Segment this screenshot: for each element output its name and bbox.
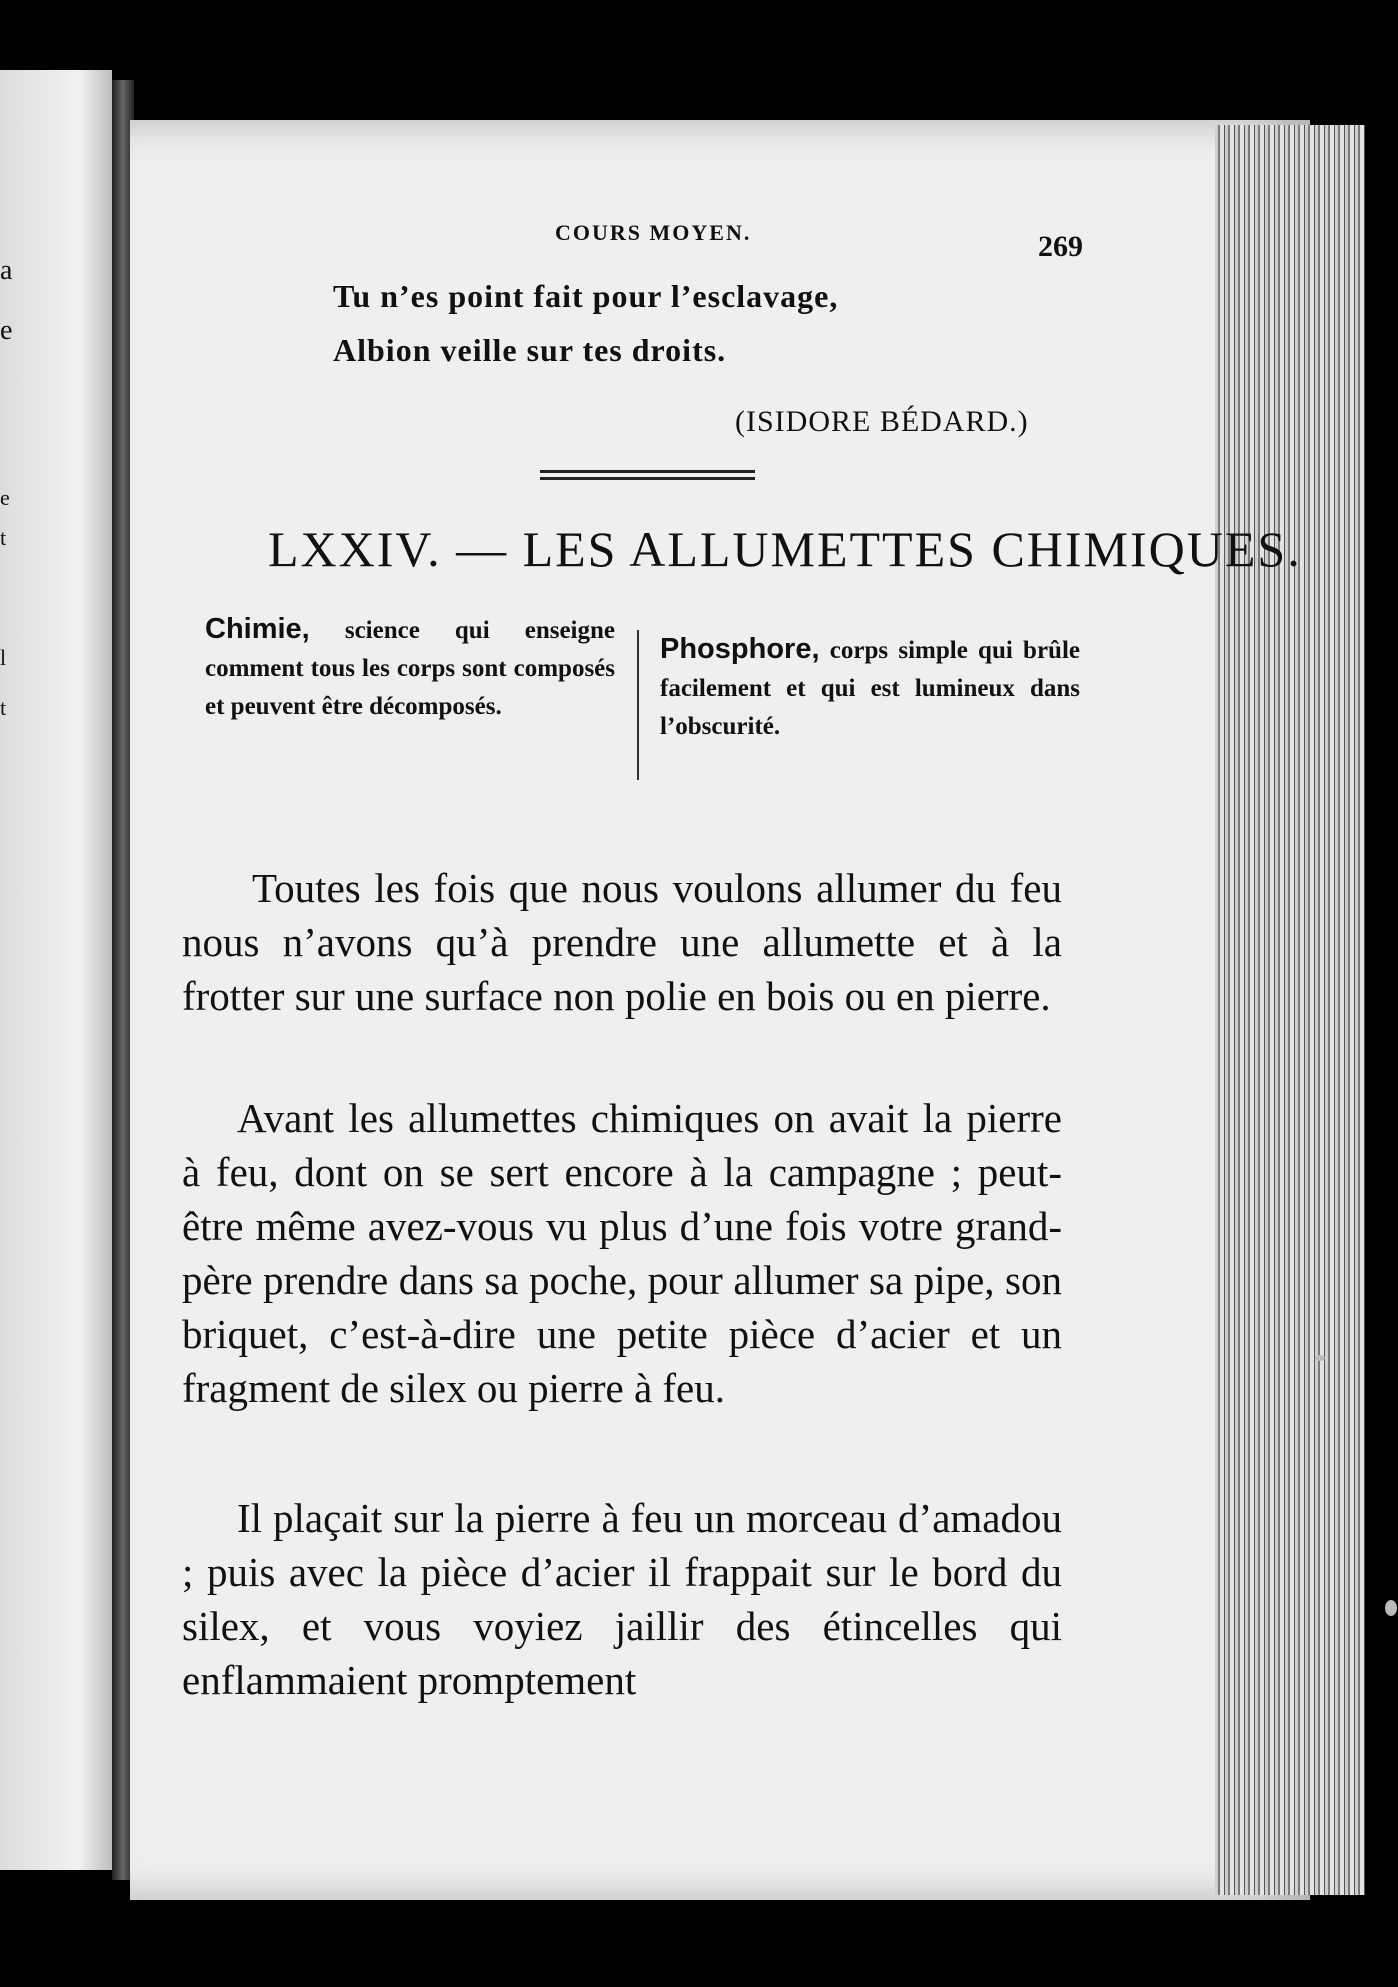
margin-fragment: t [0,695,7,720]
body-paragraph: Toutes les fois que nous voulons allumer du feu nous n’avons qu’à prendre une allumette et à la frotter sur une surface non polie en bois ou en pierre. [182,865,1062,1019]
scan-speck [1315,1355,1325,1361]
glossary-term: Chimie, [205,613,310,645]
glossary-divider [637,630,639,780]
margin-fragment: e [0,485,10,510]
previous-page [0,70,112,1870]
section-rule [540,470,755,473]
glossary-definition: science qui enseigne comment tous les corps sont composés et peuvent être décomposés. [205,617,615,720]
body-paragraph: Avant les allumettes chimiques on avait la pierre à feu, dont on se sert encore à la campagne ; peut-être même avez-vous vu plus d’une fois votre grand-père prendre dans sa poche, pour allumer sa pipe, son briquet, c’est-à-dire une petite pièce d’acier et un fragment de silex ou pierre à feu. [182,1095,1062,1411]
glossary-entry [205,610,615,726]
chapter-title: LXXIV. — LES ALLUMETTES CHIMIQUES. [268,521,1302,577]
margin-fragment: t [0,525,7,550]
section-rule [540,477,755,480]
scan-speck [1385,1600,1397,1616]
body-paragraph: Il plaçait sur la pierre à feu un morceau d’amadou ; puis avec la pièce d’acier il frappait sur le bord du silex, et vous voyiez jaillir des étincelles qui enflammaient promptement [182,1495,1062,1703]
poem-attribution: (ISIDORE BÉDARD.) [735,405,1029,438]
verse-line: Albion veille sur tes droits. [333,332,727,368]
page-edges [1215,125,1365,1895]
margin-fragment: e [0,315,13,346]
margin-fragment: l [0,645,7,670]
running-head: COURS MOYEN. [555,220,752,245]
glossary-term: Phosphore, [660,633,820,665]
page-number: 269 [1038,230,1083,263]
verse-line: Tu n’es point fait pour l’esclavage, [333,278,839,314]
glossary-entry [660,630,1080,746]
glossary-definition: corps simple qui brûle facilement et qui est lumineux dans l’obscurité. [660,637,1080,740]
margin-fragment: a [0,255,13,286]
